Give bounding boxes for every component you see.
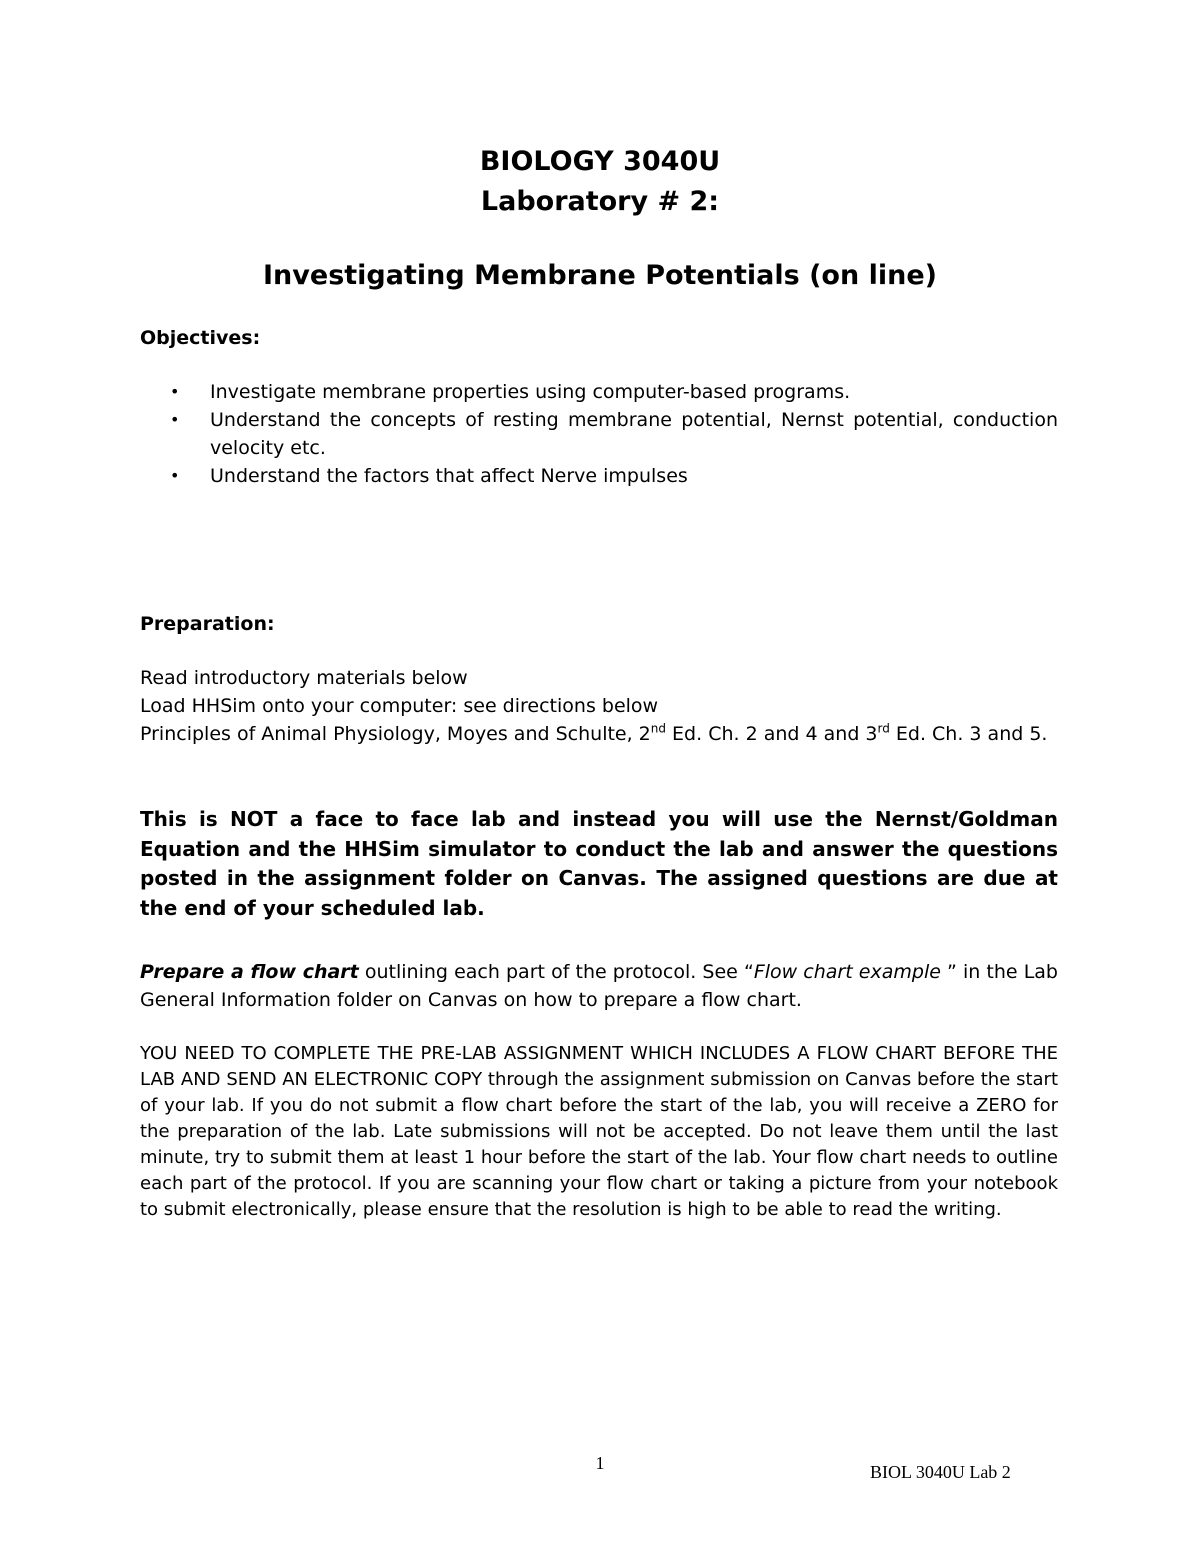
- preparation-heading: Preparation:: [140, 613, 275, 635]
- objective-item: [140, 462, 1058, 490]
- flow-chart-example-ref: Flow chart example: [753, 961, 941, 983]
- page-number: 1: [595, 1453, 605, 1473]
- textbook-part-a: Principles of Animal Physiology, Moyes and Schulte, 2: [140, 723, 651, 745]
- footer-label: BIOL 3040U Lab 2: [870, 1462, 1011, 1482]
- bullet-icon: •: [170, 382, 180, 401]
- course-title: BIOLOGY 3040U: [479, 146, 721, 177]
- textbook-part-b: Ed. Ch. 2 and 4 and 3: [666, 723, 878, 745]
- prep-line-textbook: [140, 720, 1058, 748]
- superscript-rd: rd: [877, 721, 890, 736]
- lab-title: Investigating Membrane Potentials (on line): [263, 260, 937, 291]
- prelab-paragraph: YOU NEED TO COMPLETE THE PRE-LAB ASSIGNMENT WHICH INCLUDES A FLOW CHART BEFORE THE LAB AND SEND AN ELECTRONIC COPY through the assignment submission on Canvas before the start of your lab. If you do not submit a flow chart before the start of the lab, you will receive a ZERO for the preparation of the lab. Late submissions will not be accepted. Do not leave them until the last minute, try to submit them at least 1 hour before the start of the lab. Your flow chart needs to outline each part of the protocol. If you are scanning your flow chart or taking a picture from your notebook to submit electronically, please ensure that the resolution is high to be able to read the writing.: [140, 1043, 1058, 1220]
- flow-chart-paragraph: [140, 958, 1058, 1014]
- objective-item: [140, 406, 1058, 462]
- prep-line-read: Read introductory materials below: [140, 667, 468, 689]
- bullet-icon: •: [170, 410, 180, 429]
- objectives-list: [140, 378, 1058, 490]
- flow-chart-lead: Prepare a flow chart: [140, 961, 359, 983]
- online-lab-notice: This is NOT a face to face lab and instead you will use the Nernst/Goldman Equation and the HHSim simulator to conduct the lab and answer the questions posted in the assignment folder on Canvas. The assigned questions are due at the end of your scheduled lab.: [140, 807, 1058, 920]
- textbook-part-c: Ed. Ch. 3 and 5.: [889, 723, 1048, 745]
- superscript-nd: nd: [650, 721, 667, 736]
- objectives-heading: Objectives:: [140, 327, 261, 349]
- objective-text: Investigate membrane properties using computer-based programs.: [210, 381, 851, 403]
- flow-chart-end: ” in the Lab General Information folder on Canvas on how to prepare a flow chart.: [140, 961, 1058, 1011]
- objective-text: Understand the factors that affect Nerve impulses: [210, 465, 688, 487]
- prep-line-load: Load HHSim onto your computer: see directions below: [140, 695, 659, 717]
- flow-chart-mid: outlining each part of the protocol. See “: [358, 961, 754, 983]
- lab-number: Laboratory # 2:: [480, 186, 720, 217]
- objective-text: Understand the concepts of resting membrane potential, Nernst potential, conduction velocity etc.: [210, 409, 1058, 459]
- preparation-lines: [140, 664, 1058, 748]
- bullet-icon: •: [170, 466, 180, 485]
- objective-item: [140, 378, 1058, 406]
